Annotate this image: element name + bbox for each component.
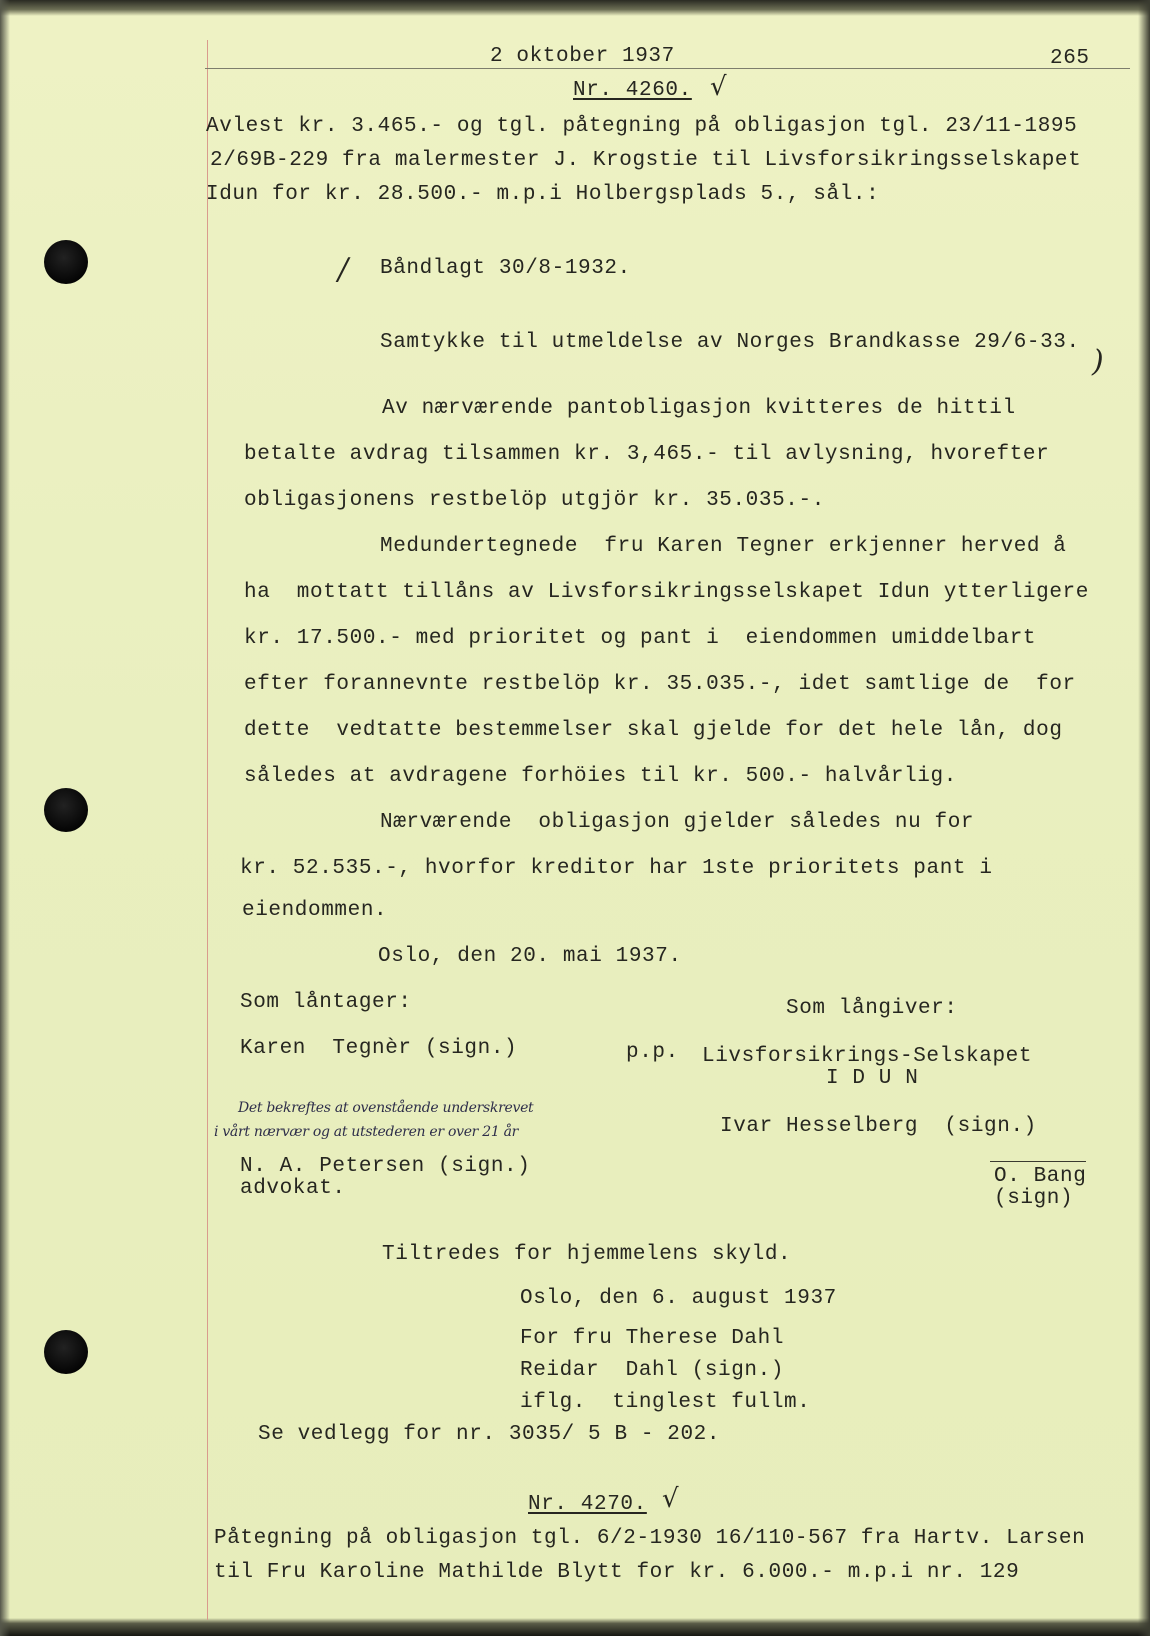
- handwritten-attestation-2: i vårt nærvær og at utstederen er over 21 år: [214, 1124, 519, 1140]
- body-line-4: Medundertegnede fru Karen Tegner erkjenner herved å: [380, 535, 1067, 558]
- place-date: Oslo, den 20. mai 1937.: [378, 945, 682, 968]
- entry-4270-line-1: Påtegning på obligasjon tgl. 6/2-1930 16/110-567 fra Hartv. Larsen: [214, 1527, 1086, 1550]
- body-line-12: eiendommen.: [242, 899, 388, 922]
- handwritten-attestation-1: Det bekreftes at ovenstående underskrevet: [238, 1100, 534, 1116]
- pencil-tick: /: [338, 252, 349, 287]
- pp-marker: p.p.: [626, 1041, 679, 1064]
- lender-name: Livsforsikrings-Selskapet: [702, 1045, 1033, 1068]
- punch-hole-middle: [44, 788, 88, 832]
- borrower-signature: Karen Tegnèr (sign.): [240, 1037, 518, 1060]
- bracket-mark: ): [1092, 344, 1104, 379]
- body-line-7: efter forannevnte restbelöp kr. 35.035.-, idet samtlige de for: [244, 673, 1076, 696]
- borrower-label: Som låntager:: [240, 991, 412, 1014]
- lender-signature-2: O. Bang: [994, 1165, 1087, 1188]
- body-line-2: betalte avdrag tilsammen kr. 3,465.- til avlysning, hvorefter: [244, 443, 1050, 466]
- body-line-10: Nærværende obligasjon gjelder således nu for: [380, 811, 975, 834]
- entry-number-4270: Nr. 4270.: [528, 1493, 647, 1516]
- body-line-3: obligasjonens restbelöp utgjör kr. 35.035.-.: [244, 489, 825, 512]
- body-line-11: kr. 52.535.-, hvorfor kreditor har 1ste prioritets pant i: [240, 857, 993, 880]
- check-mark-4260: √: [710, 72, 727, 102]
- lender-label: Som långiver:: [786, 997, 958, 1020]
- page-number: 265: [1050, 47, 1090, 70]
- body-line-9: således at avdragene forhöies til kr. 500.- halvårlig.: [244, 765, 957, 788]
- intro-line-2: 2/69B-229 fra malermester J. Krogstie til Livsforsikringsselskapet: [210, 149, 1082, 172]
- body-line-5: ha mottatt tillåns av Livsforsikringsselskapet Idun ytterligere: [244, 581, 1089, 604]
- witness-signature: N. A. Petersen (sign.): [240, 1155, 531, 1178]
- check-mark-4270: √: [662, 1484, 679, 1514]
- entry-4270-line-2: til Fru Karoline Mathilde Blytt for kr. 6.000.- m.p.i nr. 129: [214, 1561, 1020, 1584]
- bandlagt-line: Båndlagt 30/8-1932.: [380, 257, 631, 280]
- scan-left-edge: [0, 0, 10, 1636]
- signature-rule: [990, 1161, 1086, 1162]
- margin-line: [207, 40, 208, 1620]
- entry-number-4260: Nr. 4260.: [573, 79, 692, 102]
- samtykke-line: Samtykke til utmeldelse av Norges Brandkasse 29/6-33.: [380, 331, 1080, 354]
- header-date: 2 oktober 1937: [490, 45, 675, 68]
- punch-hole-top: [44, 240, 88, 284]
- se-vedlegg-line: Se vedlegg for nr. 3035/ 5 B - 202.: [258, 1423, 721, 1446]
- lender-name-2: I D U N: [826, 1067, 919, 1090]
- lender-signature-2-sign: (sign): [994, 1187, 1074, 1210]
- oslo-august-line: Oslo, den 6. august 1937: [520, 1287, 837, 1310]
- body-line-6: kr. 17.500.- med prioritet og pant i eiendommen umiddelbart: [244, 627, 1037, 650]
- lender-signature-1: Ivar Hesselberg (sign.): [720, 1115, 1037, 1138]
- scan-top-edge: [0, 0, 1150, 16]
- tiltredes-line: Tiltredes for hjemmelens skyld.: [382, 1243, 792, 1266]
- body-line-8: dette vedtatte bestemmelser skal gjelde for det hele lån, dog: [244, 719, 1063, 742]
- iflg-line: iflg. tinglest fullm.: [520, 1391, 811, 1414]
- punch-hole-bottom: [44, 1330, 88, 1374]
- intro-line-1: Avlest kr. 3.465.- og tgl. påtegning på obligasjon tgl. 23/11-1895: [206, 115, 1078, 138]
- scan-right-edge: [1138, 0, 1150, 1636]
- scan-bottom-edge: [0, 1618, 1150, 1636]
- for-fru-line: For fru Therese Dahl: [520, 1327, 785, 1350]
- body-line-1: Av nærværende pantobligasjon kvitteres de hittil: [382, 397, 1016, 420]
- reidar-line: Reidar Dahl (sign.): [520, 1359, 785, 1382]
- intro-line-3: Idun for kr. 28.500.- m.p.i Holbergsplads 5., sål.:: [206, 183, 880, 206]
- witness-title: advokat.: [240, 1177, 346, 1200]
